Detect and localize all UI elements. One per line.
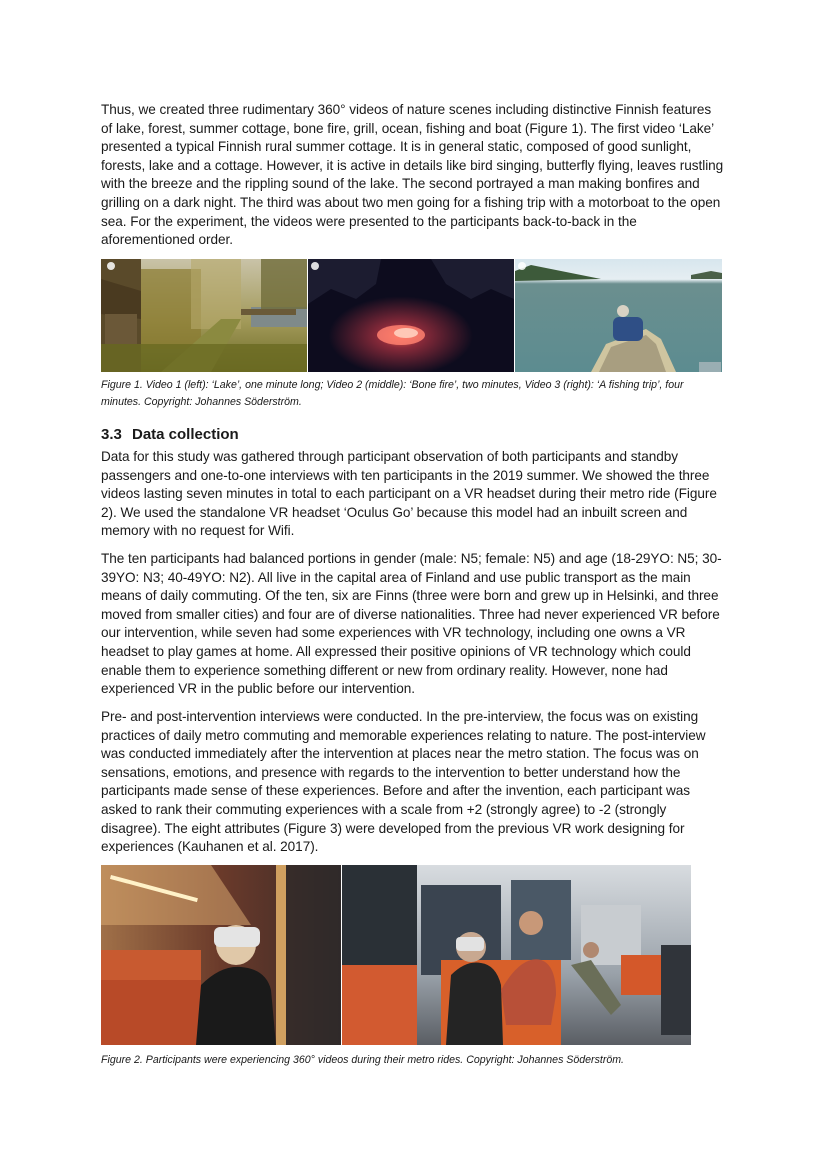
section-heading bbox=[101, 426, 239, 443]
figure-1-caption: Figure 1. Video 1 (left): ‘Lake’, one minute long; Video 2 (middle): ‘Bone fire’, two minutes, Video 3 (right): ‘A fishing trip’, four minutes. Copyright: Johannes Söderström. bbox=[101, 379, 684, 408]
paragraph-videos-intro: Thus, we created three rudimentary 360° videos of nature scenes including distinctive Finnish features of lake, forest, summer cottage, bone fire, grill, ocean, fishing and boat (Figure 1). The first video ‘Lake’ presented a typical Finnish rural summer cottage. It is in general static, composed of good sunlight, forests, lake and a cottage. However, it is active in details like bird singing, butterfly flying, leaves rustling with the breeze and the rippling sound of the lake. The second portrayed a man making bonfires and grilling on a dark night. The third was about two men going for a fishing trip with a motorboat to the open sea. For the experiment, the videos were presented to the participants back-to-back in the aforementioned order. bbox=[101, 102, 724, 248]
figure-1-video-stills bbox=[101, 259, 722, 372]
figure-2-metro-photos bbox=[101, 865, 691, 1045]
figure-2-caption: Figure 2. Participants were experiencing 360° videos during their metro rides. Copyright: Johannes Söderström. bbox=[101, 1054, 625, 1066]
video-still-bone-fire bbox=[308, 259, 514, 372]
paragraph-participants: The ten participants had balanced portions in gender (male: N5; female: N5) and age (18-29YO: N5; 30-39YO: N3; 40-49YO: N2). All live in the capital area of Finland and use public transport as the main means of daily commuting. Of the ten, six are Finns (three were born and grew up in Helsinki, and three moved from smaller cities) and four are of diverse nationalities. Three had never experienced VR before our intervention, while seven had some experiences with VR technology, including one owns a VR headset to play games at home. All expressed their positive opinions of VR technology which could enable them to experience something different or new from ordinary reality. However, none had experienced VR in the public before our intervention. bbox=[101, 551, 722, 697]
paragraph-interviews: Pre- and post-intervention interviews were conducted. In the pre-interview, the focus was on existing practices of daily metro commuting and memorable experiences relating to nature. The post-interview was conducted immediately after the intervention at places near the metro station. The focus was on sensations, emotions, and presence with regards to the intervention to better understand how the participants made sense of these experiences. Before and after the invention, each participant was asked to rank their commuting experiences with a scale from +2 (strongly agree) to -2 (strongly disagree). The eight attributes (Figure 3) were developed from the previous VR work designing for experiences (Kauhanen et al. 2017). bbox=[101, 709, 706, 855]
video-still-fishing-trip bbox=[515, 259, 722, 372]
section-title: Data collection bbox=[132, 426, 239, 443]
paragraph-data-gathering: Data for this study was gathered through participant observation of both participants and standby passengers and one-to-one interviews with ten participants in the 2019 summer. We showed the three videos lasting seven minutes in total to each participant on a VR headset during their metro ride (Figure 2). We used the standalone VR headset ‘Oculus Go’ because this model had an inbuilt screen and memory with no request for Wifi. bbox=[101, 449, 717, 539]
section-number: 3.3 bbox=[101, 426, 122, 443]
video-still-lake bbox=[101, 259, 307, 372]
photo-participants-metro-car-right bbox=[342, 865, 691, 1045]
photo-participant-headset-left bbox=[101, 865, 341, 1045]
